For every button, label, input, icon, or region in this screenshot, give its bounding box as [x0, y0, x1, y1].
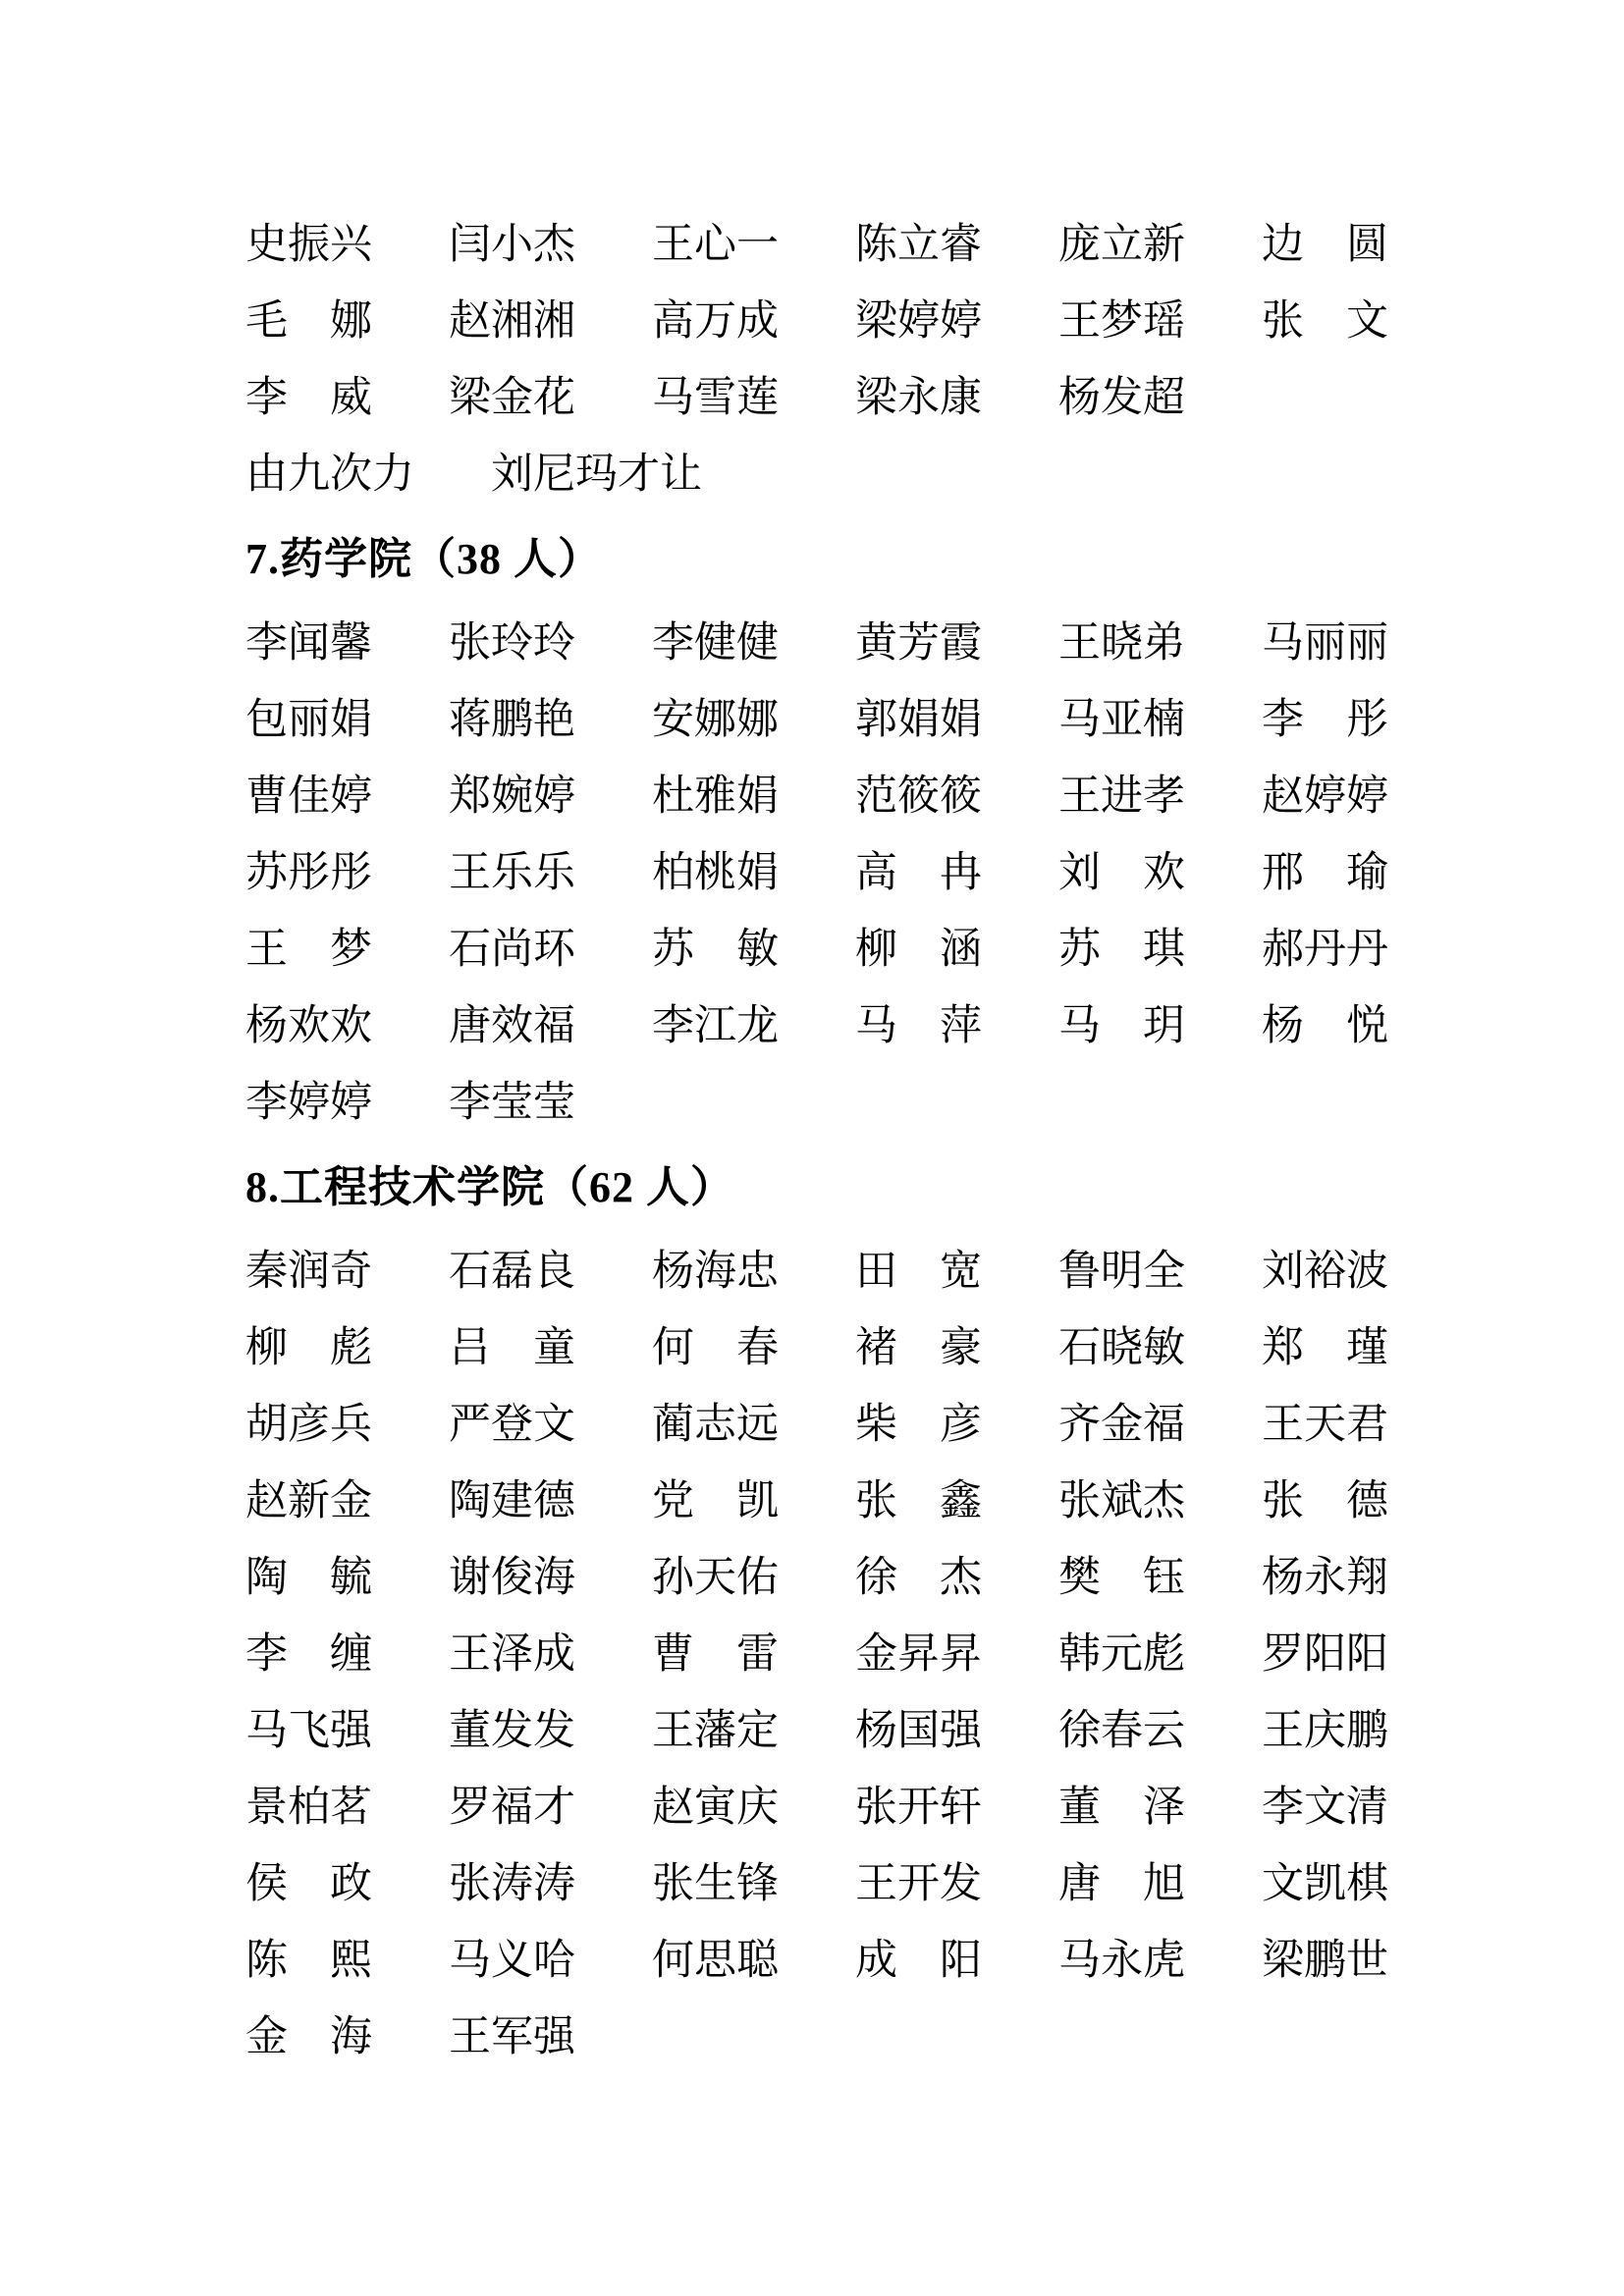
- person-name: 齐金福: [1058, 1402, 1185, 1449]
- person-name: 李江龙: [652, 1003, 779, 1050]
- person-name: 马亚楠: [1058, 697, 1185, 744]
- person-name: 苏琪: [1058, 927, 1185, 974]
- person-name: 刘裕波: [1262, 1249, 1388, 1296]
- person-name: 曹佳婷: [245, 774, 372, 821]
- person-name: 蒋鹏艳: [449, 697, 575, 744]
- name-row: [245, 1065, 1428, 1142]
- person-name: 王天君: [1262, 1402, 1388, 1449]
- person-name: 高万成: [652, 298, 779, 346]
- person-name: 王泽成: [449, 1631, 575, 1679]
- person-name: 马萍: [855, 1003, 982, 1050]
- person-name: 王心一: [652, 222, 779, 269]
- person-name: 李婷婷: [245, 1080, 372, 1127]
- person-name: 刘欢: [1058, 850, 1185, 897]
- person-name: 边圆: [1262, 222, 1388, 269]
- person-name: 陈熙: [245, 1938, 372, 1985]
- person-name: 徐春云: [1058, 1708, 1185, 1755]
- person-name: 李文清: [1262, 1785, 1388, 1832]
- person-name: 张玲玲: [449, 620, 575, 667]
- name-row: [245, 1693, 1428, 1770]
- person-name: 秦润奇: [245, 1249, 372, 1296]
- person-name: 田宽: [855, 1249, 982, 1296]
- person-name: 高冉: [855, 850, 982, 897]
- person-name: 黄芳霞: [855, 620, 982, 667]
- person-name: 石磊良: [449, 1249, 575, 1296]
- section-header: 7.药学院（38 人）: [245, 535, 602, 583]
- person-name: 金海: [245, 2014, 372, 2061]
- person-name: 李彤: [1262, 697, 1388, 744]
- person-name: 成阳: [855, 1938, 982, 1985]
- person-name: 王梦瑶: [1058, 298, 1185, 346]
- name-row: [245, 835, 1428, 912]
- person-name: 邢瑜: [1262, 850, 1388, 897]
- person-name: 张开轩: [855, 1785, 982, 1832]
- person-name: 马丽丽: [1262, 620, 1388, 667]
- person-name: 马义哈: [449, 1938, 575, 1985]
- person-name: 徐杰: [855, 1555, 982, 1602]
- name-row: [245, 759, 1428, 835]
- person-name: 褚豪: [855, 1325, 982, 1372]
- person-name: 苏敏: [652, 927, 779, 974]
- person-name: 胡彦兵: [245, 1402, 372, 1449]
- person-name: 马玥: [1058, 1003, 1185, 1050]
- person-name: 董发发: [449, 1708, 575, 1755]
- person-name: 党凯: [652, 1478, 779, 1525]
- name-row: [245, 1387, 1428, 1464]
- name-row: [245, 284, 1428, 360]
- person-name: 王庆鹏: [1262, 1708, 1388, 1755]
- person-name: 李闻馨: [245, 620, 372, 667]
- person-name: 石尚环: [449, 927, 575, 974]
- person-name: 王藩定: [652, 1708, 779, 1755]
- name-row: [245, 988, 1428, 1065]
- name-row: [245, 207, 1428, 284]
- person-name: 罗福才: [449, 1785, 575, 1832]
- person-name: 赵寅庆: [652, 1785, 779, 1832]
- person-name: 李缠: [245, 1631, 372, 1679]
- person-name: 范筱筱: [855, 774, 982, 821]
- person-name: 杨发超: [1058, 375, 1185, 422]
- person-name: 马雪莲: [652, 375, 779, 422]
- person-name: 郭娟娟: [855, 697, 982, 744]
- person-name: 刘尼玛才让: [491, 452, 702, 499]
- person-name: 梁金花: [449, 375, 575, 422]
- person-name: 唐旭: [1058, 1861, 1185, 1908]
- person-name: 郝丹丹: [1262, 927, 1388, 974]
- person-name: 柳彪: [245, 1325, 372, 1372]
- person-name: 王乐乐: [449, 850, 575, 897]
- person-name: 柏桃娟: [652, 850, 779, 897]
- person-name: 梁婷婷: [855, 298, 982, 346]
- person-name: 何思聪: [652, 1938, 779, 1985]
- person-name: 郑婉婷: [449, 774, 575, 821]
- person-name: 王军强: [449, 2014, 575, 2061]
- person-name: 柳涵: [855, 927, 982, 974]
- person-name: 梁永康: [855, 375, 982, 422]
- name-row: [245, 2000, 1428, 2076]
- person-name: 文凯棋: [1262, 1861, 1388, 1908]
- person-name: 安娜娜: [652, 697, 779, 744]
- person-name: 陈立睿: [855, 222, 982, 269]
- person-name: 史振兴: [245, 222, 372, 269]
- person-name: 张文: [1262, 298, 1388, 346]
- name-row: [245, 682, 1428, 759]
- person-name: 杨欢欢: [245, 1003, 372, 1050]
- person-name: 张德: [1262, 1478, 1388, 1525]
- person-name: 石晓敏: [1058, 1325, 1185, 1372]
- person-name: 由九次力: [245, 452, 414, 499]
- name-row: [245, 912, 1428, 988]
- person-name: 侯政: [245, 1861, 372, 1908]
- person-name: 王开发: [855, 1861, 982, 1908]
- name-row: [245, 1234, 1428, 1310]
- person-name: 吕童: [449, 1325, 575, 1372]
- person-name: 张鑫: [855, 1478, 982, 1525]
- person-name: 李健健: [652, 620, 779, 667]
- person-name: 杜雅娟: [652, 774, 779, 821]
- person-name: 严登文: [449, 1402, 575, 1449]
- person-name: 蔺志远: [652, 1402, 779, 1449]
- name-row: [245, 606, 1428, 682]
- person-name: 董泽: [1058, 1785, 1185, 1832]
- person-name: 苏彤彤: [245, 850, 372, 897]
- person-name: 闫小杰: [449, 222, 575, 269]
- name-row: [245, 1923, 1428, 2000]
- name-row: [245, 1540, 1428, 1617]
- person-name: 鲁明全: [1058, 1249, 1185, 1296]
- person-name: 毛娜: [245, 298, 372, 346]
- person-name: 杨悦: [1262, 1003, 1388, 1050]
- person-name: 谢俊海: [449, 1555, 575, 1602]
- name-row: [245, 1846, 1428, 1923]
- person-name: 郑瑾: [1262, 1325, 1388, 1372]
- person-name: 王进孝: [1058, 774, 1185, 821]
- person-name: 金昇昇: [855, 1631, 982, 1679]
- person-name: 陶毓: [245, 1555, 372, 1602]
- person-name: 何春: [652, 1325, 779, 1372]
- name-row: [245, 1617, 1428, 1693]
- person-name: 张涛涛: [449, 1861, 575, 1908]
- person-name: 赵新金: [245, 1478, 372, 1525]
- person-name: 柴彦: [855, 1402, 982, 1449]
- person-name: 樊钰: [1058, 1555, 1185, 1602]
- person-name: 赵湘湘: [449, 298, 575, 346]
- person-name: 王晓弟: [1058, 620, 1185, 667]
- person-name: 陶建德: [449, 1478, 575, 1525]
- person-name: 包丽娟: [245, 697, 372, 744]
- name-row: [245, 1770, 1428, 1846]
- person-name: 马飞强: [245, 1708, 372, 1755]
- person-name: 杨海忠: [652, 1249, 779, 1296]
- person-name: 庞立新: [1058, 222, 1185, 269]
- name-row: [245, 360, 1428, 437]
- person-name: 马永虎: [1058, 1938, 1185, 1985]
- name-row: [245, 1464, 1428, 1540]
- person-name: 罗阳阳: [1262, 1631, 1388, 1679]
- person-name: 李威: [245, 375, 372, 422]
- person-name: 韩元彪: [1058, 1631, 1185, 1679]
- person-name: 杨永翔: [1262, 1555, 1388, 1602]
- person-name: 赵婷婷: [1262, 774, 1388, 821]
- person-name: 景柏茗: [245, 1785, 372, 1832]
- person-name: 梁鹏世: [1262, 1938, 1388, 1985]
- person-name: 曹雷: [652, 1631, 779, 1679]
- person-name: 张生锋: [652, 1861, 779, 1908]
- person-name: 孙天佑: [652, 1555, 779, 1602]
- person-name: 杨国强: [855, 1708, 982, 1755]
- name-row: [245, 437, 1428, 513]
- person-name: 唐效福: [449, 1003, 575, 1050]
- person-name: 张斌杰: [1058, 1478, 1185, 1525]
- person-name: 李莹莹: [449, 1080, 575, 1127]
- name-row: [245, 1310, 1428, 1387]
- person-name: 王梦: [245, 927, 372, 974]
- section-header: 8.工程技术学院（62 人）: [245, 1163, 734, 1211]
